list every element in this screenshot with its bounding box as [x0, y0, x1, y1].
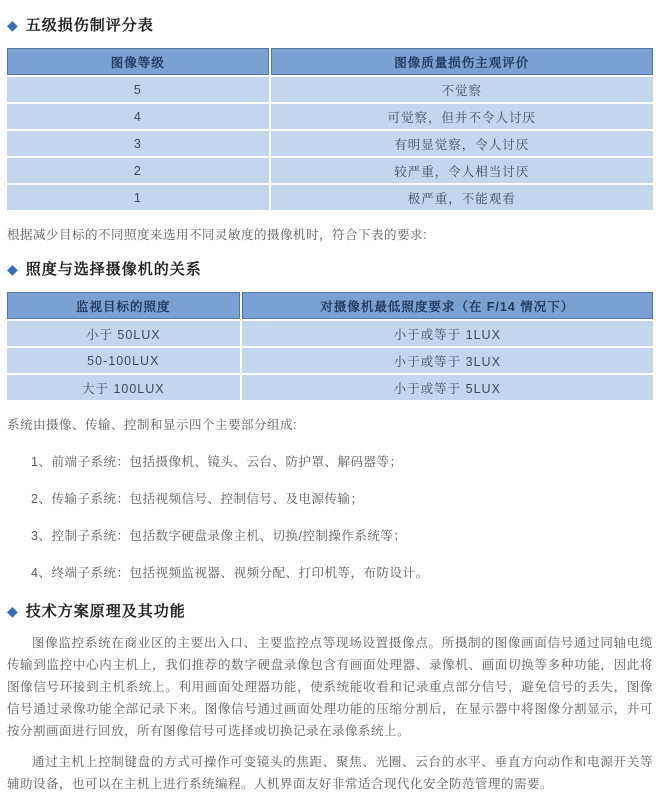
cell-eval: 有明显觉察，令人讨厌: [271, 131, 653, 156]
table-header-row: [7, 48, 653, 75]
column-header-camera-min-lux: 对摄像机最低照度要求（在 F/14 情况下）: [242, 292, 653, 319]
cell-eval: 不觉察: [271, 77, 653, 102]
cell-camera-lux: 小于或等于 5LUX: [242, 375, 653, 400]
diamond-bullet-icon: ◆: [7, 602, 19, 619]
note-camera-selection: 根据减少目标的不同照度来选用不同灵敏度的摄像机时，符合下表的要求:: [7, 228, 427, 242]
cell-eval: 可觉察，但并不令人讨厌: [271, 104, 653, 129]
cell-level: 2: [7, 158, 269, 183]
list-item-control-subsystem: 3、控制子系统：包括数字硬盘录像主机、切换/控制操作系统等；: [31, 529, 407, 543]
section-heading-rating: [7, 14, 653, 35]
table-row: [7, 158, 653, 183]
cell-level: 5: [7, 77, 269, 102]
tech-paragraph-2: 通过主机上控制键盘的方式可操作可变镜头的焦距、聚焦、光圈、云台的水平、垂直方向动作和电源开关等辅助设备，也可以在主机上进行系统编程。人机界面友好非常适合现代化安全防范管理的需要。: [7, 755, 653, 791]
list-item-terminal-subsystem: 4、终端子系统：包括视频监视器、视频分配、打印机等，布防设计。: [31, 566, 429, 580]
table-header-row: [7, 292, 653, 319]
section-heading-illuminance: [7, 258, 653, 279]
list-item-transmission-subsystem: 2、传输子系统：包括视频信号、控制信号、及电源传输；: [31, 492, 364, 506]
table-row: [7, 348, 653, 373]
cell-target-lux: 小于 50LUX: [7, 321, 240, 346]
table-row: [7, 321, 653, 346]
cell-eval: 极严重，不能观看: [271, 185, 653, 210]
cell-target-lux: 大于 100LUX: [7, 375, 240, 400]
column-header-target-lux: 监视目标的照度: [7, 292, 240, 319]
column-header-image-level: 图像等级: [7, 48, 269, 75]
cell-camera-lux: 小于或等于 1LUX: [242, 321, 653, 346]
table-row: [7, 104, 653, 129]
system-composition-list: [5, 452, 655, 581]
section-title-rating: 五级损伤制评分表: [25, 17, 154, 34]
cell-eval: 较严重，令人相当讨厌: [271, 158, 653, 183]
cell-camera-lux: 小于或等于 3LUX: [242, 348, 653, 373]
illuminance-table: [5, 290, 655, 402]
section-title-illuminance: 照度与选择摄像机的关系: [25, 261, 202, 278]
rating-table: [5, 46, 655, 212]
list-item-front-subsystem: 1、前端子系统：包括摄像机、镜头、云台、防护罩、解码器等；: [31, 455, 403, 469]
diamond-bullet-icon: ◆: [7, 16, 19, 33]
cell-level: 1: [7, 185, 269, 210]
system-composition-intro: 系统由摄像、传输、控制和显示四个主要部分组成:: [7, 418, 297, 432]
tech-paragraph-1: 图像监控系统在商业区的主要出入口、主要监控点等现场设置摄像点。所摄制的图像画面信号通过同轴电缆传输到监控中心内主机上，我们推荐的数字硬盘录像包含有画面处理器、录像机、画面切换等多种功能，因此将图像信号环接到主机系统上。利用画面处理器功能，使系统能收看和记录重点部分信号，避免信号的丢失，图像信号通过录像功能全部记录下来。图像信号通过画面处理功能的压缩分割后，在显示器中将图像分割显示，并可按分割画面进行回放，所有图像信号可选择或切换记录在录像系统上。: [7, 636, 653, 738]
cell-level: 3: [7, 131, 269, 156]
section-heading-tech: [7, 600, 653, 621]
table-row: [7, 131, 653, 156]
diamond-bullet-icon: ◆: [7, 260, 19, 277]
section-title-tech: 技术方案原理及其功能: [25, 603, 186, 620]
cell-target-lux: 50-100LUX: [7, 348, 240, 373]
table-row: [7, 375, 653, 400]
cell-level: 4: [7, 104, 269, 129]
column-header-subjective-eval: 图像质量损伤主观评价: [271, 48, 653, 75]
table-row: [7, 77, 653, 102]
table-row: [7, 185, 653, 210]
